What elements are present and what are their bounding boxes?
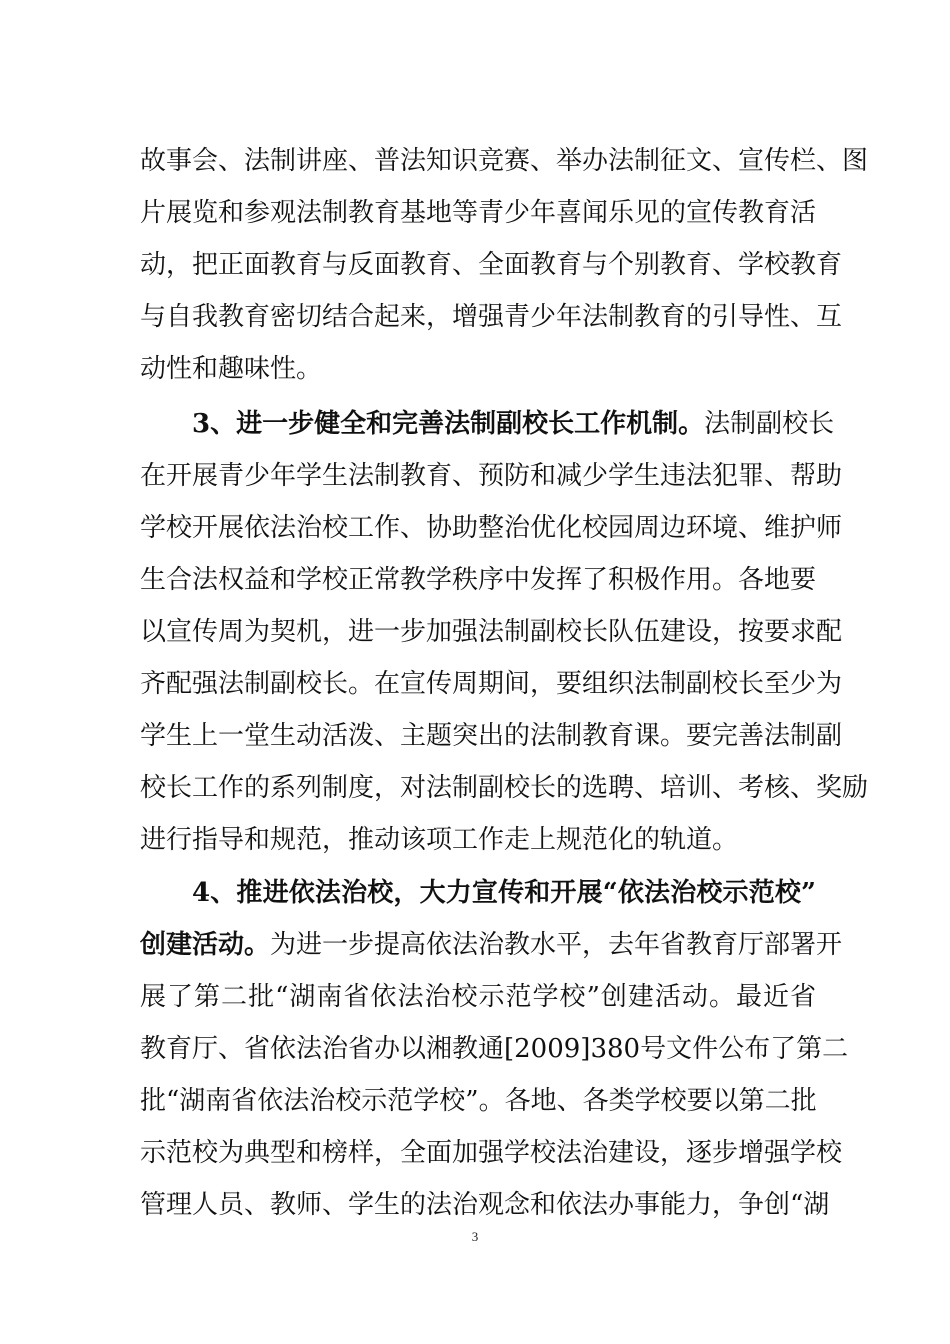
section-3-text: 法制副校长 bbox=[704, 409, 835, 439]
section-4-second-line bbox=[140, 919, 843, 971]
paragraph-line: 动，把正面教育与反面教育、全面教育与个别教育、学校教育 bbox=[140, 250, 843, 280]
paragraph-line: 以宣传周为契机，进一步加强法制副校长队伍建设，按要求配 bbox=[140, 617, 843, 647]
page-number: 3 bbox=[471, 1229, 479, 1244]
paragraph-line: 生合法权益和学校正常教学秩序中发挥了积极作用。各地要 bbox=[140, 565, 817, 595]
paragraph-line: 学生上一堂生动活泼、主题突出的法制教育课。要完善法制副 bbox=[140, 721, 843, 751]
paragraph-line: 教育厅、省依法治省办以湘教通[2009]380号文件公布了第二 bbox=[140, 1034, 849, 1064]
section-3-first-line bbox=[192, 398, 835, 450]
paragraph-line: 示范校为典型和榜样，全面加强学校法治建设，逐步增强学校 bbox=[140, 1138, 843, 1168]
paragraph-line: 片展览和参观法制教育基地等青少年喜闻乐见的宣传教育活 bbox=[140, 198, 817, 228]
paragraph-line: 与自我教育密切结合起来，增强青少年法制教育的引导性、互 bbox=[140, 302, 843, 332]
section-4-heading: 4、推进依法治校，大力宣传和开展“依法治校示范校” bbox=[192, 878, 816, 908]
paragraph-line: 批“湖南省依法治校示范学校”。各地、各类学校要以第二批 bbox=[140, 1086, 817, 1116]
paragraph-line: 进行指导和规范，推动该项工作走上规范化的轨道。 bbox=[140, 825, 739, 855]
paragraph-line: 管理人员、教师、学生的法治观念和依法办事能力，争创“湖 bbox=[140, 1190, 830, 1220]
section-3-heading: 3、进一步健全和完善法制副校长工作机制。 bbox=[192, 409, 705, 439]
section-4-heading-end: 创建活动。 bbox=[140, 930, 271, 960]
paragraph-line: 动性和趣味性。 bbox=[140, 354, 323, 384]
paragraph-line: 校长工作的系列制度，对法制副校长的选聘、培训、考核、奖励 bbox=[140, 773, 869, 803]
section-4-text: 为进一步提高依法治教水平，去年省教育厅部署开 bbox=[270, 930, 843, 960]
paragraph-line: 展了第二批“湖南省依法治校示范学校”创建活动。最近省 bbox=[140, 982, 816, 1012]
paragraph-line: 故事会、法制讲座、普法知识竞赛、举办法制征文、宣传栏、图 bbox=[140, 146, 869, 176]
paragraph-line: 齐配强法制副校长。在宣传周期间，要组织法制副校长至少为 bbox=[140, 669, 843, 699]
paragraph-line: 学校开展依法治校工作、协助整治优化校园周边环境、维护师 bbox=[140, 513, 843, 543]
paragraph-line: 在开展青少年学生法制教育、预防和减少学生违法犯罪、帮助 bbox=[140, 461, 843, 491]
